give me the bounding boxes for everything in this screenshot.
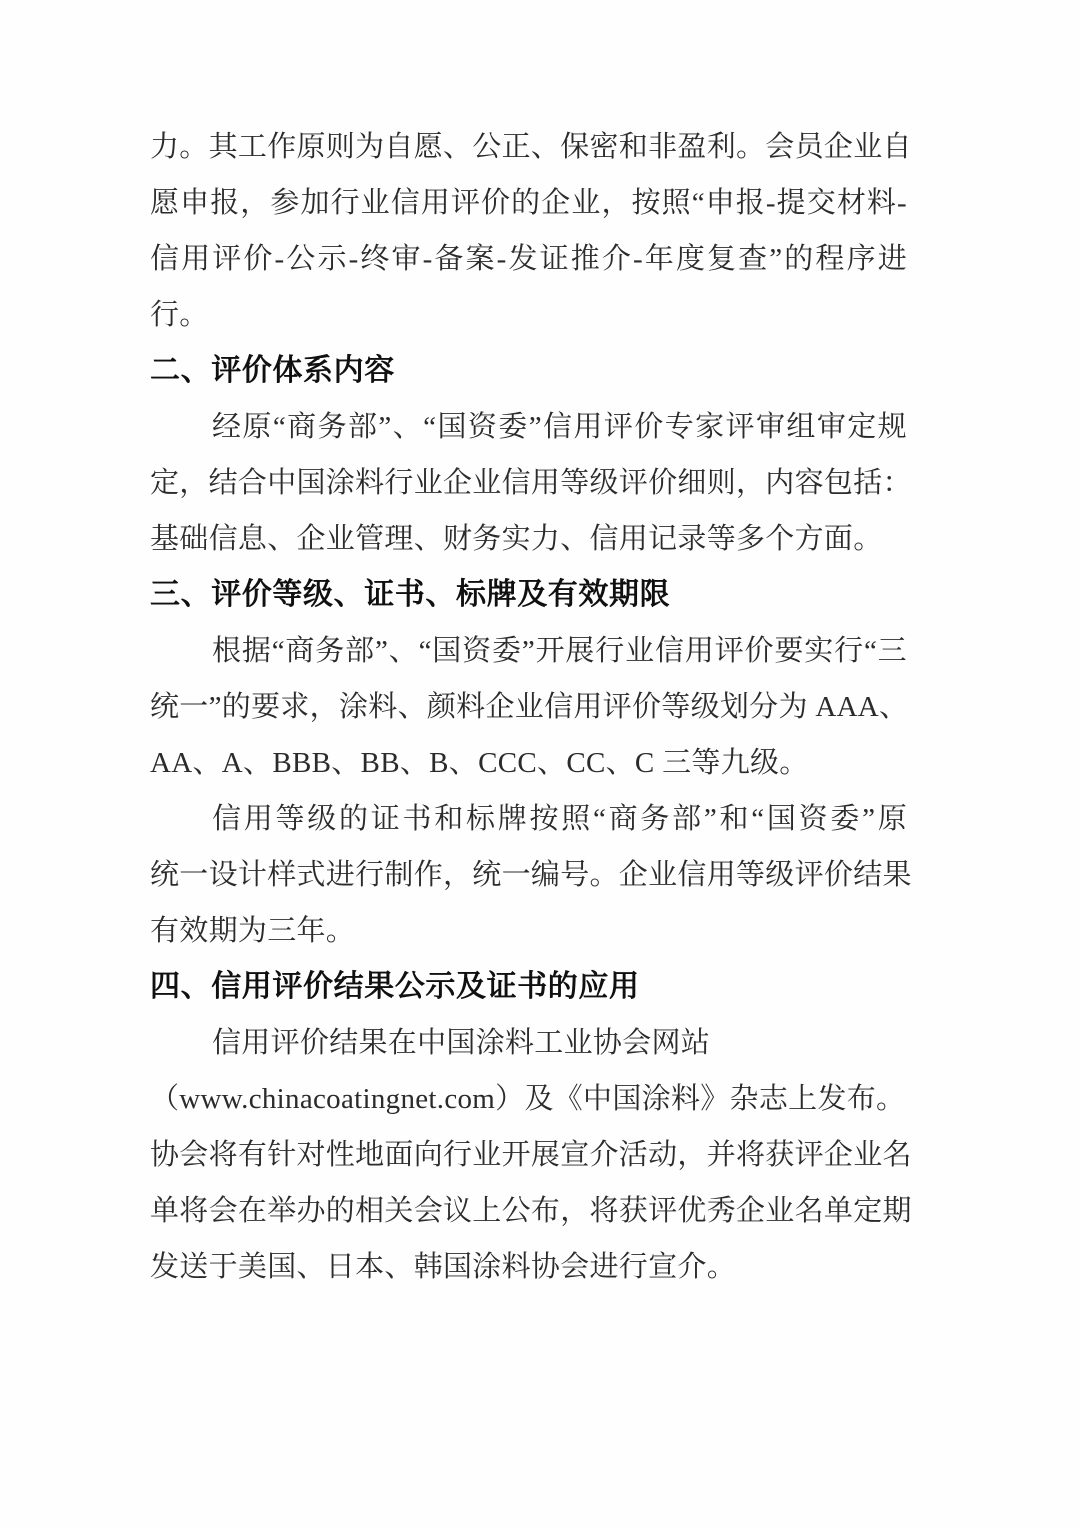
document-line: 经原“商务部”、“国资委”信用评价专家评审组审定规	[212, 411, 907, 443]
document-line: 行。	[150, 299, 209, 331]
section-heading: 三、评价等级、证书、标牌及有效期限	[150, 578, 671, 611]
document-line: 单将会在举办的相关会议上公布，将获评优秀企业名单定期	[150, 1195, 912, 1227]
document-line: AA、A、BBB、BB、B、CCC、CC、C 三等九级。	[150, 747, 809, 779]
document-line: 信用等级的证书和标牌按照“商务部”和“国资委”原	[212, 803, 907, 835]
document-line: 统一”的要求，涂料、颜料企业信用评价等级划分为 AAA、	[150, 691, 909, 723]
document-line: 基础信息、企业管理、财务实力、信用记录等多个方面。	[150, 523, 883, 555]
document-line: 信用评价结果在中国涂料工业协会网站	[212, 1027, 711, 1059]
document-line: 有效期为三年。	[150, 915, 356, 947]
section-heading: 四、信用评价结果公示及证书的应用	[150, 970, 640, 1003]
document-line: 愿申报，参加行业信用评价的企业，按照“申报-提交材料-	[150, 187, 907, 219]
document-line: 信用评价-公示-终审-备案-发证推介-年度复查”的程序进	[150, 243, 907, 275]
document-line: 力。其工作原则为自愿、公正、保密和非盈利。会员企业自	[150, 131, 912, 163]
document-text-column	[150, 119, 912, 1295]
document-line: 发送于美国、日本、韩国涂料协会进行宣介。	[150, 1251, 737, 1283]
document-line: 协会将有针对性地面向行业开展宣介活动，并将获评企业名	[150, 1139, 912, 1171]
document-line: （www.chinacoatingnet.com）及《中国涂料》杂志上发布。	[150, 1083, 906, 1115]
document-line: 统一设计样式进行制作，统一编号。企业信用等级评价结果	[150, 859, 912, 891]
document-line: 根据“商务部”、“国资委”开展行业信用评价要实行“三	[212, 635, 907, 667]
section-heading: 二、评价体系内容	[150, 354, 395, 387]
document-line: 定，结合中国涂料行业企业信用等级评价细则，内容包括：	[150, 467, 912, 499]
